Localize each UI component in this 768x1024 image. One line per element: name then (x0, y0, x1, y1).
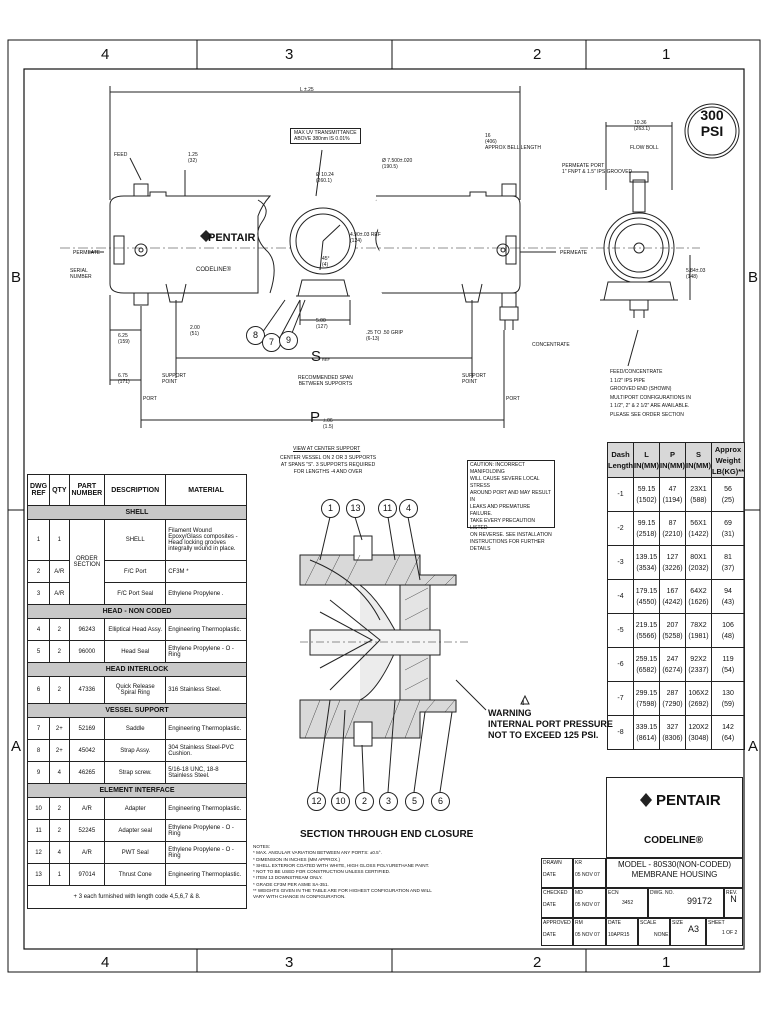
col-material: MATERIAL (166, 475, 247, 506)
dash-cell: -1 (608, 478, 634, 512)
permeate-right-label: PERMEATE (560, 250, 588, 256)
dash-cell: 327 (8306) (659, 716, 685, 750)
title-brand: PENTAIR (656, 792, 721, 809)
balloon-3: 3 (379, 792, 398, 811)
table-row: 12 4 A/R PWT Seal Ethylene Propylene - O - Ring (28, 842, 247, 864)
dim-6-75: 6.75 (171) (118, 373, 130, 385)
dash-cell: 127 (3226) (659, 546, 685, 580)
table-row: 2 A/R F/C Port CF3M * (28, 561, 247, 583)
support-point-right: SUPPORT POINT (462, 373, 487, 385)
balloon-2: 2 (355, 792, 374, 811)
table-row: 7 2+ 52169 Saddle Engineering Thermoplastic. (28, 718, 247, 740)
table-row (608, 546, 745, 580)
dash-cell: 106 (48) (711, 614, 744, 648)
model-title: MODEL - 80S30(NON-CODED) MEMBRANE HOUSING (606, 858, 743, 888)
dash-cell: 119 (54) (711, 648, 744, 682)
end-view-top-dim: 10.36 (263.1) (634, 120, 650, 132)
table-row: 8 2+ 45042 Strap Assy. 304 Stainless Steel-PVC Cushion. (28, 740, 247, 762)
grip-dim: .25 TO .50 GRIP (6-13) (366, 330, 404, 342)
port-label-left: PORT (143, 396, 157, 402)
warning-icon: ! (522, 700, 525, 707)
col-p: P IN(MM) (659, 443, 685, 478)
port-label-right: PORT (506, 396, 520, 402)
table-row (608, 512, 745, 546)
dash-cell: 142 (64) (711, 716, 744, 750)
section-row: VESSEL SUPPORT (28, 704, 247, 718)
dash-cell: 120X2 (3048) (685, 716, 711, 750)
dash-cell: 287 (7290) (659, 682, 685, 716)
dash-cell: 56X1 (1422) (685, 512, 711, 546)
zone-label-left-b: B (11, 269, 22, 286)
col-dash-length: Dash Length (608, 443, 634, 478)
col-l: L IN(MM) (633, 443, 659, 478)
col-part-number: PART NUMBER (69, 475, 105, 506)
warning-note: WARNING INTERNAL PORT PRESSURE NOT TO EXCEED 125 PSI. (488, 708, 613, 740)
balloon-5: 5 (405, 792, 424, 811)
max-uv-note: MAX UV TRANSMITTANCE ABOVE 380nm IS 0.01% (290, 128, 361, 144)
caution-box: CAUTION: INCORRECT MANIFOLDING WILL CAUSE SEVERE LOCAL STRESS AROUND PORT AND MAY RESULT IN LEAKS AND PREMATURE FAILURE. TAKE EVERY PRECAUTION LISTED ON REVERSE. SEE INSTALLATION INSTRUCTIONS FOR FURTHER DETAILS (467, 460, 555, 528)
balloon-10: 10 (331, 792, 350, 811)
col-dwg-ref: DWG REF (28, 475, 50, 506)
size-cell: SIZE A3 (670, 918, 706, 946)
support-point-left: SUPPORT POINT (162, 373, 187, 385)
permeate-left-label: PERMEATE (73, 250, 101, 256)
col-s: S IN(MM) (685, 443, 711, 478)
permeate-port-note: PERMEATE PORT 1" FNPT & 1.5" IPS GROOVED (562, 163, 633, 175)
dim-5-00: 5.00 (127) (316, 318, 328, 330)
feed-label: FEED (114, 152, 128, 158)
zone-label-top-4: 4 (101, 46, 110, 63)
end-view-height: 5.84±.03 (148) (686, 268, 706, 280)
dash-cell: -5 (608, 614, 634, 648)
dash-cell: -7 (608, 682, 634, 716)
span-s-ref: REF (322, 357, 330, 362)
parts-list-table (27, 474, 247, 909)
section-row: ELEMENT INTERFACE (28, 784, 247, 798)
table-row: 6 2 47336 Quick Release Spiral Ring 316 Stainless Steel. (28, 677, 247, 704)
balloon-13: 13 (346, 499, 365, 518)
vessel-codeline-text: CODELINE® (196, 267, 232, 273)
span-s-label: S (311, 348, 322, 365)
table-row (608, 682, 745, 716)
title-codeline: CODELINE® (644, 835, 704, 846)
dash-cell: 339.15 (8614) (633, 716, 659, 750)
overall-length-dim: L ±.25 (300, 87, 314, 93)
balloon-6: 6 (431, 792, 450, 811)
table-row (608, 614, 745, 648)
table-row: 3 A/R F/C Port Seal Ethylene Propylene . (28, 583, 247, 605)
drawn-label: DRAWN DATE (541, 858, 573, 888)
balloon-4: 4 (399, 499, 418, 518)
zone-label-bottom-4: 4 (101, 954, 110, 971)
col-qty: QTY (50, 475, 69, 506)
feed-concentrate-note: FEED/CONCENTRATE 1 1/2" IPS PIPE GROOVED END (SHOWN) MULTIPORT CONFIGURATIONS IN 1 1/2", 2" & 2 1/2" ARE AVAILABLE. PLEASE SEE ORDER SECTION (610, 369, 692, 418)
dash-cell: 130 (59) (711, 682, 744, 716)
table-row: 1 1 ORDER SECTION SHELL Filament Wound Epoxy/Glass composites - Head locking grooves integrally wound in place. (28, 520, 247, 561)
dim-diameter: Ø 7.500±.020 (190.5) (382, 158, 413, 170)
dim-diameter-2: Ø 10.24 (260.1) (316, 172, 334, 184)
psi-value: 300 (700, 107, 724, 123)
dash-cell: 207 (5258) (659, 614, 685, 648)
dash-length-table (607, 442, 745, 750)
dash-cell: -8 (608, 716, 634, 750)
table-row (608, 580, 745, 614)
dash-cell: 87 (2210) (659, 512, 685, 546)
psi-unit: PSI (700, 123, 724, 139)
zone-label-top-1: 1 (662, 46, 671, 63)
dash-cell: 59.15 (1502) (633, 478, 659, 512)
dash-cell: 23X1 (588) (685, 478, 711, 512)
dash-cell: 139.15 (3534) (633, 546, 659, 580)
balloon-8: 8 (246, 326, 265, 345)
ecn-cell: ECN 3452 (606, 888, 648, 918)
col-description: DESCRIPTION (105, 475, 166, 506)
dash-cell: -3 (608, 546, 634, 580)
table-row: 9 4 46265 Strap screw. 5/16-18 UNC, 18-8 Stainless Steel. (28, 762, 247, 784)
dash-cell: 94 (43) (711, 580, 744, 614)
dim-4-90: 4.90±.03 REF (124) (350, 232, 381, 244)
dash-cell: 247 (6274) (659, 648, 685, 682)
table-row (608, 648, 745, 682)
zone-label-bottom-1: 1 (662, 954, 671, 971)
rev-cell: REV. N (724, 888, 743, 918)
dash-cell: 69 (31) (711, 512, 744, 546)
port-span-tol: ±.06 (1.5) (323, 418, 334, 430)
section-row: HEAD - NON CODED (28, 605, 247, 619)
dash-cell: 106X2 (2692) (685, 682, 711, 716)
zone-label-right-a: A (748, 738, 759, 755)
serial-number-label: SERIAL NUMBER (70, 268, 92, 280)
approved-label: APPROVED DATE (541, 918, 573, 946)
drawn-value: KR 05 NOV 07 (573, 858, 606, 888)
dash-cell: 80X1 (2032) (685, 546, 711, 580)
dash-cell: -4 (608, 580, 634, 614)
dash-cell: 259.15 (6582) (633, 648, 659, 682)
dwg-no-cell: DWG. NO. 99172 (648, 888, 724, 918)
flow-boll-label: FLOW BOLL (630, 145, 659, 151)
approved-value: RM 05 NOV 07 (573, 918, 606, 946)
checked-value: MD 05 NOV 07 (573, 888, 606, 918)
table-row (608, 478, 745, 512)
zone-label-right-b: B (748, 269, 759, 286)
zone-label-left-a: A (11, 738, 22, 755)
dash-cell: -6 (608, 648, 634, 682)
balloon-11: 11 (378, 499, 397, 518)
dash-cell: 56 (25) (711, 478, 744, 512)
balloon-12: 12 (307, 792, 326, 811)
table-row: 13 1 97014 Thrust Cone Engineering Thermoplastic. (28, 864, 247, 886)
dash-cell: 64X2 (1626) (685, 580, 711, 614)
port-span-p-label: P (310, 409, 321, 426)
dash-cell: 179.15 (4550) (633, 580, 659, 614)
balloon-7: 7 (262, 333, 281, 352)
zone-label-top-2: 2 (533, 46, 542, 63)
psi-badge-text (696, 107, 728, 139)
section-row: SHELL (28, 506, 247, 520)
dash-header-row (608, 443, 745, 478)
ecn-date-cell: DATE 10APR15 (606, 918, 638, 946)
zone-label-bottom-3: 3 (285, 954, 294, 971)
dim-2-00: 2.00 (51) (190, 325, 200, 337)
center-support-note: CENTER VESSEL ON 2 OR 3 SUPPORTS AT SPANS "S". 3 SUPPORTS REQUIRED FOR LENGTHS -4 AND OVER (280, 455, 377, 475)
table-row: 5 2 96000 Head Seal Ethylene Propylene - O - Ring (28, 641, 247, 663)
end-view (580, 122, 700, 366)
zone-label-bottom-2: 2 (533, 954, 542, 971)
dim-1-25: 1.25 (32) (188, 152, 198, 164)
dash-cell: -2 (608, 512, 634, 546)
dim-45-deg: 45° (4) (322, 256, 330, 268)
footnote-row: + 3 each furnished with length code 4,5,6,7 & 8. (28, 886, 247, 909)
section-caption: SECTION THROUGH END CLOSURE (300, 829, 474, 840)
table-row: 11 2 52245 Adapter seal Ethylene Propylene - O - Ring (28, 820, 247, 842)
scale-cell: SCALE NONE (638, 918, 670, 946)
dash-cell: 81 (37) (711, 546, 744, 580)
concentrate-label: CONCENTRATE (532, 342, 570, 348)
table-row (608, 716, 745, 750)
col-weight: Approx Weight LB(KG)** (711, 444, 745, 476)
dash-cell: 47 (1194) (659, 478, 685, 512)
balloon-9: 9 (279, 331, 298, 350)
dim-6-25: 6.25 (159) (118, 333, 130, 345)
view-at-center-support: VIEW AT CENTER SUPPORT (293, 446, 361, 452)
dash-cell: 299.15 (7598) (633, 682, 659, 716)
section-row: HEAD INTERLOCK (28, 663, 247, 677)
dash-cell: 92X2 (2337) (685, 648, 711, 682)
dash-cell: 219.15 (5566) (633, 614, 659, 648)
vessel-brand-text: PENTAIR (208, 232, 256, 244)
approx-bell-length: 16 (406) APPROX BELL LENGTH (485, 133, 541, 151)
recommended-span-note: RECOMMENDED SPAN BETWEEN SUPPORTS (298, 375, 353, 387)
sheet-cell: SHEET 1 OF 2 (706, 918, 743, 946)
dash-cell: 78X2 (1981) (685, 614, 711, 648)
zone-label-top-3: 3 (285, 46, 294, 63)
table-row: 4 2 96243 Elliptical Head Assy. Engineering Thermoplastic. (28, 619, 247, 641)
table-row: 10 2 A/R Adapter Engineering Thermoplastic. (28, 798, 247, 820)
notes-block: NOTES: * MAX. ANGULAR VARIATION BETWEEN ANY PORTS: ±0.5°. * DIMENSION IN INCHES (MM APPROX.) * SHELL EXTERIOR COATED WITH WHITE, HIGH GLOSS POLYURETHANE PAINT. * NOT TO BE USED FOR CONSTRUCTION UNLESS CERTIFIED. * ITEM 13 DOWNSTREAM ONLY. * GRADE CF3M PER ASME SA-351. ** WEIGHTS GIVEN IN THE TABLE ARE FOR HIGHEST CONFIGURATION AND WILL VARY WITH CHANGE IN CONFIGURATION. (253, 844, 432, 900)
dash-cell: 99.15 (2518) (633, 512, 659, 546)
checked-label: CHECKED DATE (541, 888, 573, 918)
dash-cell: 167 (4242) (659, 580, 685, 614)
parts-header-row (28, 475, 247, 506)
balloon-1: 1 (321, 499, 340, 518)
